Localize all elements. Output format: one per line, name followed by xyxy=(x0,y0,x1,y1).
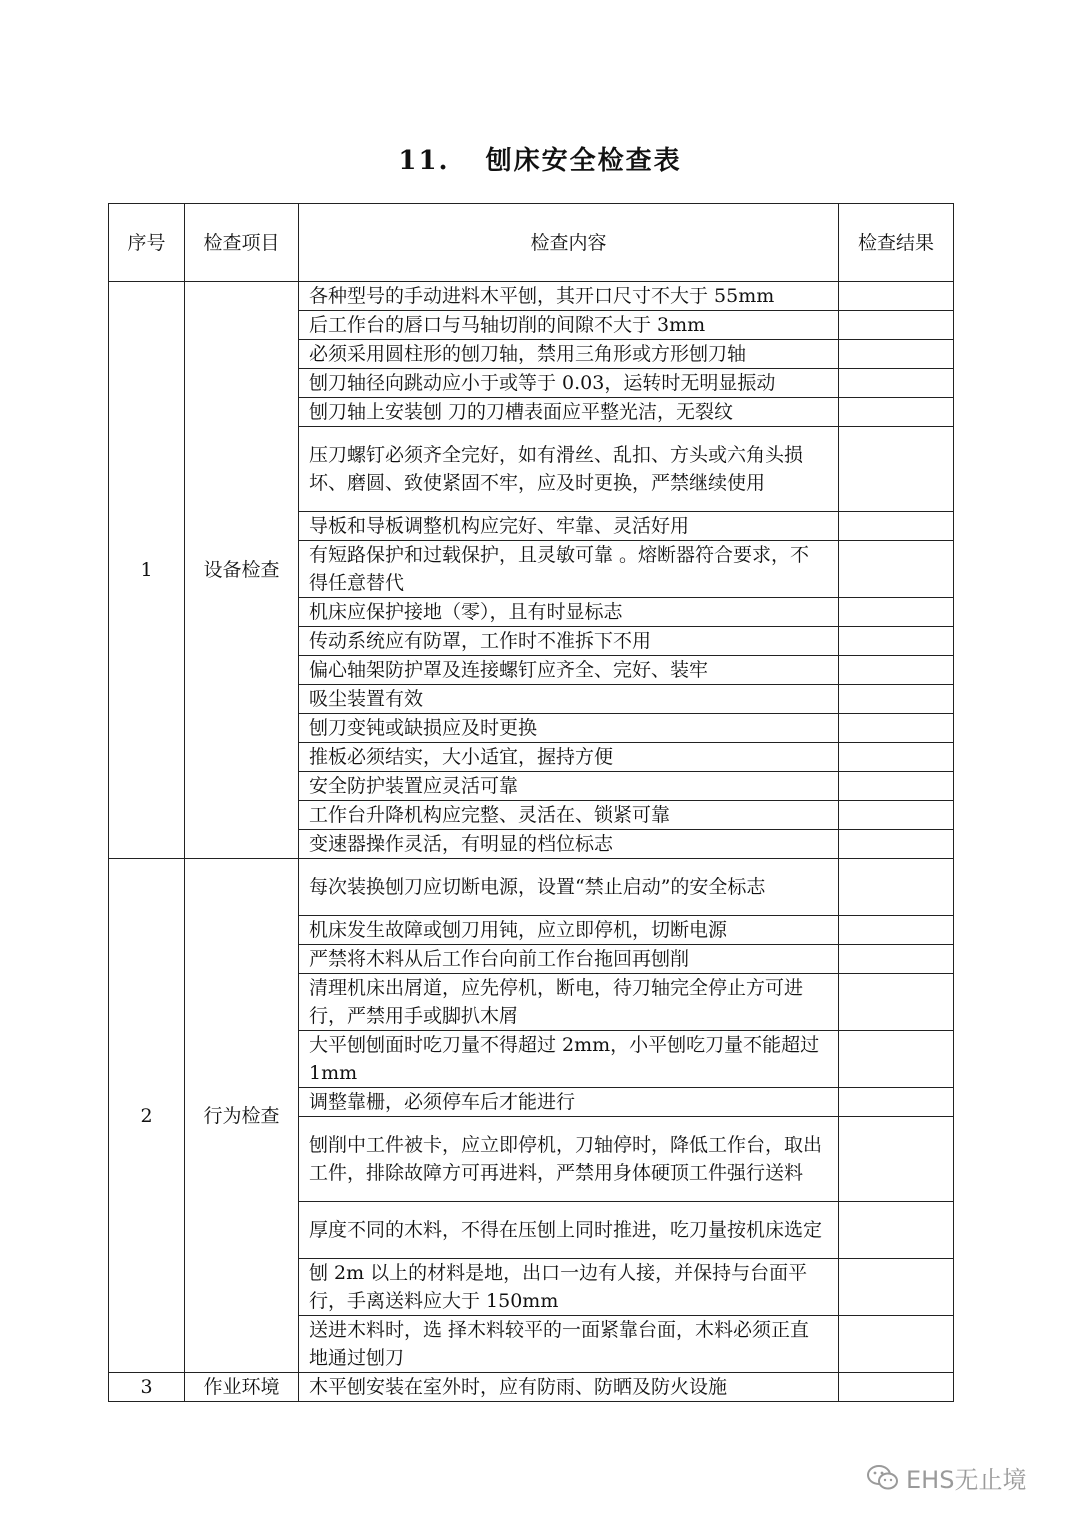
check-content-cell: 刨刀轴上安装刨 刀的刀槽表面应平整光洁，无裂纹 xyxy=(299,398,839,427)
check-result-cell[interactable] xyxy=(839,859,954,916)
section-item: 设备检查 xyxy=(185,282,299,859)
check-result-cell[interactable] xyxy=(839,830,954,859)
check-result-cell[interactable] xyxy=(839,598,954,627)
check-content-cell: 每次装换刨刀应切断电源，设置“禁止启动”的安全标志 xyxy=(299,859,839,916)
check-result-cell[interactable] xyxy=(839,1202,954,1259)
check-content-cell: 安全防护装置应灵活可靠 xyxy=(299,772,839,801)
section-item: 行为检查 xyxy=(185,859,299,1373)
check-content-cell: 各种型号的手动进料木平刨，其开口尺寸不大于 55mm xyxy=(299,282,839,311)
check-result-cell[interactable] xyxy=(839,1031,954,1088)
inspection-table xyxy=(108,203,954,1402)
check-result-cell[interactable] xyxy=(839,1373,954,1402)
check-result-cell[interactable] xyxy=(839,1117,954,1202)
check-result-cell[interactable] xyxy=(839,1088,954,1117)
check-content-cell: 刨刀变钝或缺损应及时更换 xyxy=(299,714,839,743)
check-result-cell[interactable] xyxy=(839,627,954,656)
check-result-cell[interactable] xyxy=(839,340,954,369)
check-content-cell: 变速器操作灵活，有明显的档位标志 xyxy=(299,830,839,859)
check-content-cell: 推板必须结实，大小适宜，握持方便 xyxy=(299,743,839,772)
check-result-cell[interactable] xyxy=(839,311,954,340)
header-content: 检查内容 xyxy=(299,204,839,282)
check-result-cell[interactable] xyxy=(839,656,954,685)
check-content-cell: 后工作台的唇口与马轴切削的间隙不大于 3mm xyxy=(299,311,839,340)
table-row xyxy=(109,859,954,916)
header-item: 检查项目 xyxy=(185,204,299,282)
check-content-cell: 送进木料时，选 择木料较平的一面紧靠台面，木料必须正直地通过刨刀 xyxy=(299,1316,839,1373)
header-seq: 序号 xyxy=(109,204,185,282)
check-result-cell[interactable] xyxy=(839,512,954,541)
check-content-cell: 大平刨刨面时吃刀量不得超过 2mm，小平刨吃刀量不能超过 1mm xyxy=(299,1031,839,1088)
check-content-cell: 刨削中工件被卡，应立即停机，刀轴停时，降低工作台，取出工件，排除故障方可再进料，严禁用身体硬顶工件强行送料 xyxy=(299,1117,839,1202)
check-result-cell[interactable] xyxy=(839,916,954,945)
check-content-cell: 刨刀轴径向跳动应小于或等于 0.03，运转时无明显振动 xyxy=(299,369,839,398)
check-result-cell[interactable] xyxy=(839,714,954,743)
section-seq: 1 xyxy=(109,282,185,859)
table-header-row xyxy=(109,204,954,282)
check-content-cell: 必须采用圆柱形的刨刀轴，禁用三角形或方形刨刀轴 xyxy=(299,340,839,369)
check-content-cell: 机床应保护接地（零），且有时显标志 xyxy=(299,598,839,627)
check-result-cell[interactable] xyxy=(839,685,954,714)
title-number: 11. xyxy=(398,146,450,176)
check-result-cell[interactable] xyxy=(839,282,954,311)
check-result-cell[interactable] xyxy=(839,743,954,772)
check-content-cell: 导板和导板调整机构应完好、牢靠、灵活好用 xyxy=(299,512,839,541)
check-content-cell: 偏心轴架防护罩及连接螺钉应齐全、完好、装牢 xyxy=(299,656,839,685)
check-result-cell[interactable] xyxy=(839,945,954,974)
check-result-cell[interactable] xyxy=(839,427,954,512)
section-seq: 3 xyxy=(109,1373,185,1402)
check-result-cell[interactable] xyxy=(839,801,954,830)
check-content-cell: 严禁将木料从后工作台向前工作台拖回再刨削 xyxy=(299,945,839,974)
section-seq: 2 xyxy=(109,859,185,1373)
check-result-cell[interactable] xyxy=(839,1316,954,1373)
check-content-cell: 工作台升降机构应完整、灵活在、锁紧可靠 xyxy=(299,801,839,830)
check-content-cell: 压刀螺钉必须齐全完好，如有滑丝、乱扣、方头或六角头损坏、磨圆、致使紧固不牢，应及时更换，严禁继续使用 xyxy=(299,427,839,512)
check-result-cell[interactable] xyxy=(839,1259,954,1316)
table-body xyxy=(109,282,954,1402)
check-content-cell: 刨 2m 以上的材料是地，出口一边有人接，并保持与台面平行，手离送料应大于 150mm xyxy=(299,1259,839,1316)
title-text: 刨床安全检查表 xyxy=(485,146,682,176)
check-content-cell: 吸尘装置有效 xyxy=(299,685,839,714)
table-row xyxy=(109,1373,954,1402)
check-content-cell: 机床发生故障或刨刀用钝，应立即停机，切断电源 xyxy=(299,916,839,945)
watermark-text: EHS无止境 xyxy=(906,1466,1027,1494)
section-item: 作业环境 xyxy=(185,1373,299,1402)
check-content-cell: 传动系统应有防罩，工作时不准拆下不用 xyxy=(299,627,839,656)
check-result-cell[interactable] xyxy=(839,772,954,801)
table-row xyxy=(109,282,954,311)
check-result-cell[interactable] xyxy=(839,398,954,427)
page-title xyxy=(0,140,1080,177)
check-content-cell: 有短路保护和过载保护，且灵敏可靠 。熔断器符合要求，不得任意替代 xyxy=(299,541,839,598)
check-result-cell[interactable] xyxy=(839,369,954,398)
check-result-cell[interactable] xyxy=(839,541,954,598)
check-content-cell: 厚度不同的木料，不得在压刨上同时推进，吃刀量按机床选定 xyxy=(299,1202,839,1259)
watermark xyxy=(866,1460,1026,1495)
check-content-cell: 调整靠栅，必须停车后才能进行 xyxy=(299,1088,839,1117)
wechat-icon xyxy=(866,1464,900,1492)
check-result-cell[interactable] xyxy=(839,974,954,1031)
check-content-cell: 木平刨安装在室外时，应有防雨、防晒及防火设施 xyxy=(299,1373,839,1402)
check-content-cell: 清理机床出屑道，应先停机，断电，待刀轴完全停止方可进行，严禁用手或脚扒木屑 xyxy=(299,974,839,1031)
header-result: 检查结果 xyxy=(839,204,954,282)
